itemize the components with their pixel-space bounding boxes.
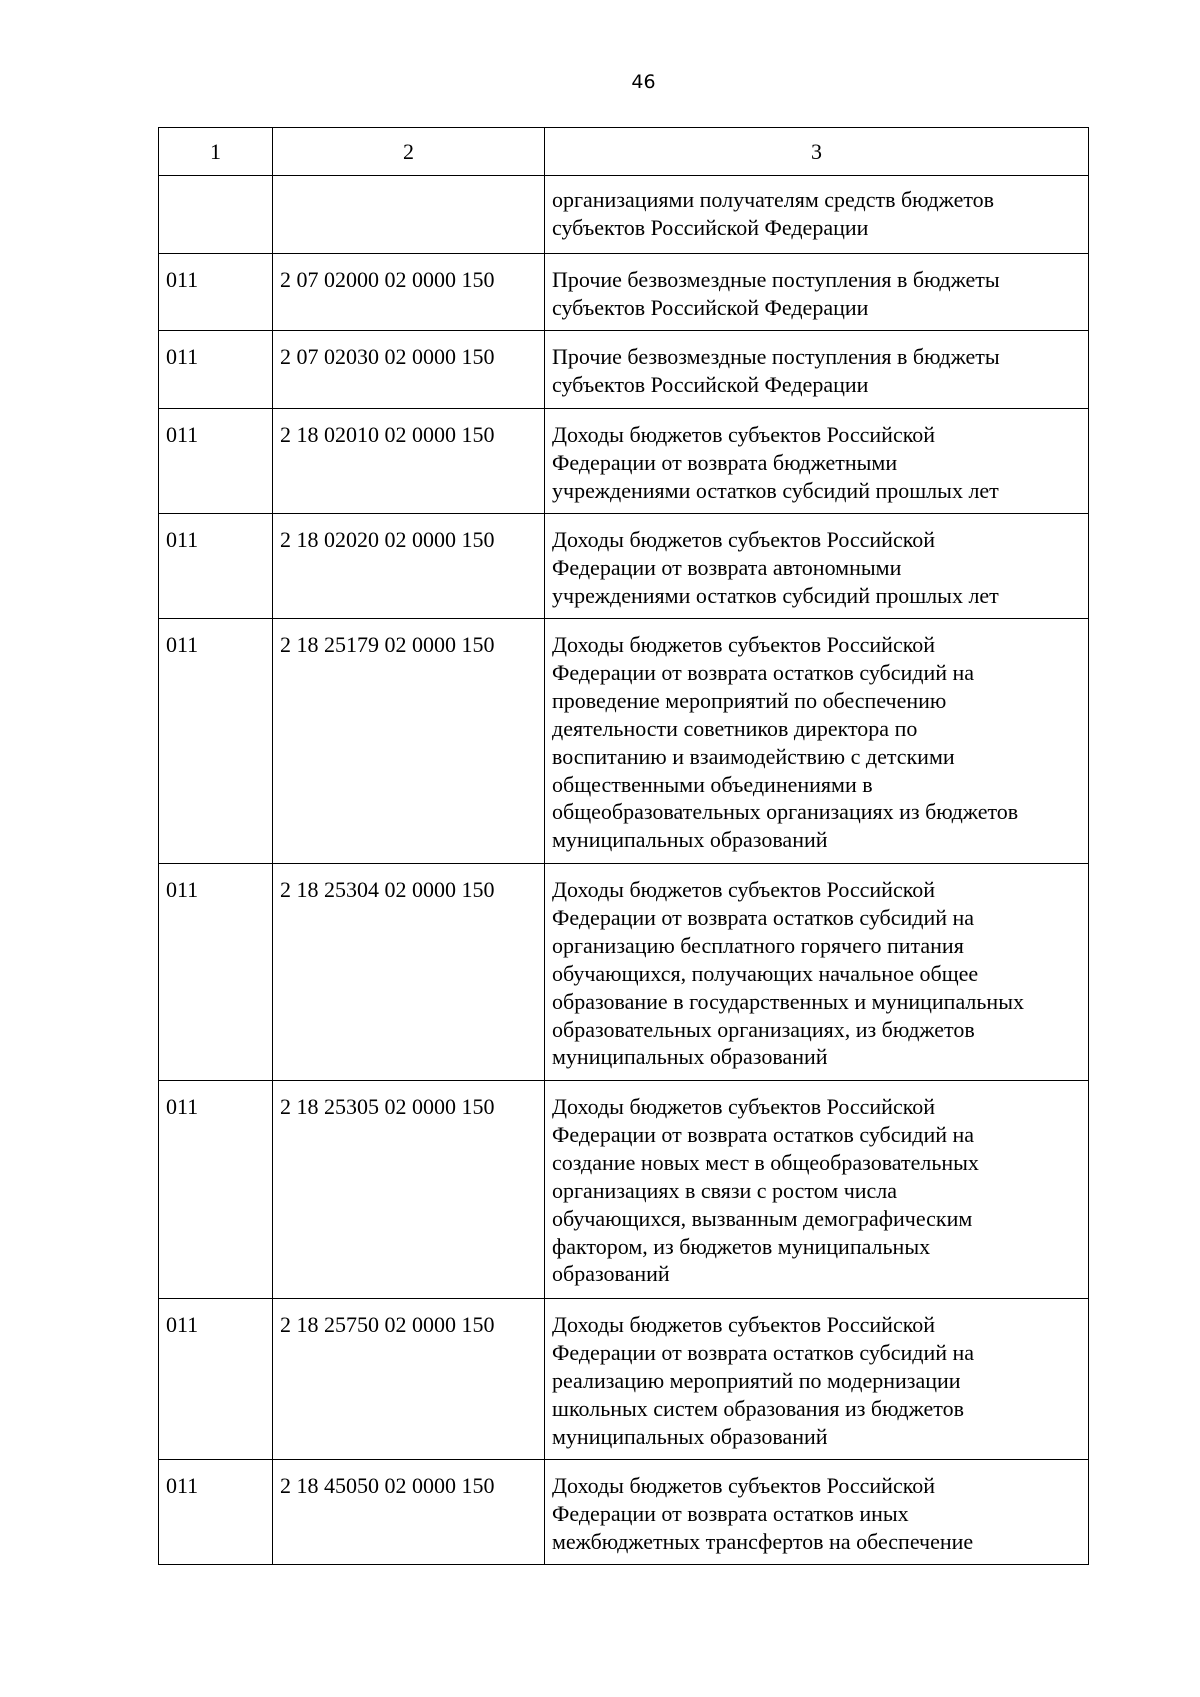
description-line: Доходы бюджетов субъектов Российской [552, 1094, 936, 1119]
description-line: обучающихся, вызванным демографическим [552, 1205, 973, 1231]
description-line: фактором, из бюджетов муниципальных [552, 1233, 931, 1259]
budget-code-cell: 2 18 25179 02 0000 150 [273, 619, 545, 864]
description-line: общеобразовательных организациях из бюджетов [552, 799, 1019, 825]
description-line: деятельности советников директора по [552, 715, 918, 741]
table-row [159, 1460, 1089, 1565]
budget-code-cell [273, 176, 545, 254]
budget-code-cell: 2 07 02030 02 0000 150 [273, 331, 545, 409]
admin-code-cell: 011 [159, 1299, 273, 1460]
description-line: учреждениями остатков субсидий прошлых лет [552, 582, 999, 608]
description-line: Федерации от возврата остатков субсидий на [552, 659, 975, 685]
description-line: образование в государственных и муниципальных [552, 988, 1024, 1014]
description-cell [545, 1299, 1089, 1460]
table-row [159, 1299, 1089, 1460]
header-cell-column-1: 1 [159, 128, 273, 176]
budget-code-cell: 2 07 02000 02 0000 150 [273, 254, 545, 331]
description-line: создание новых мест в общеобразовательных [552, 1149, 979, 1175]
admin-code-cell [159, 176, 273, 254]
description-line: субъектов Российской Федерации [552, 214, 869, 240]
description-line: Федерации от возврата остатков субсидий на [552, 904, 975, 930]
budget-code-cell: 2 18 02020 02 0000 150 [273, 514, 545, 619]
table-row [159, 514, 1089, 619]
description-cell [545, 514, 1089, 619]
description-line: Прочие безвозмездные поступления в бюджеты [552, 344, 1000, 369]
description-cell [545, 176, 1089, 254]
description-line: организациях в связи с ростом числа [552, 1177, 898, 1203]
description-line: Федерации от возврата остатков субсидий на [552, 1339, 975, 1365]
budget-code-cell: 2 18 25305 02 0000 150 [273, 1081, 545, 1299]
description-line: Доходы бюджетов субъектов Российской [552, 877, 936, 902]
description-cell [545, 1081, 1089, 1299]
page-number: 46 [631, 71, 656, 93]
budget-codes-table [158, 127, 1089, 1565]
description-cell [545, 619, 1089, 864]
description-cell [545, 409, 1089, 514]
description-line: обучающихся, получающих начальное общее [552, 960, 979, 986]
description-line: муниципальных образований [552, 1423, 828, 1449]
admin-code-cell: 011 [159, 864, 273, 1081]
description-cell [545, 331, 1089, 409]
table-row [159, 331, 1089, 409]
admin-code-cell: 011 [159, 409, 273, 514]
description-line: муниципальных образований [552, 827, 828, 853]
description-line: организацию бесплатного горячего питания [552, 932, 964, 958]
table-row [159, 864, 1089, 1081]
admin-code-cell: 011 [159, 1460, 273, 1565]
description-line: реализацию мероприятий по модернизации [552, 1367, 961, 1393]
description-line: межбюджетных трансфертов на обеспечение [552, 1528, 974, 1554]
table-row [159, 254, 1089, 331]
description-line: Доходы бюджетов субъектов Российской [552, 527, 936, 552]
description-line: муниципальных образований [552, 1044, 828, 1070]
description-line: Прочие безвозмездные поступления в бюджеты [552, 267, 1000, 292]
table-row [159, 1081, 1089, 1299]
budget-code-cell: 2 18 02010 02 0000 150 [273, 409, 545, 514]
budget-code-cell: 2 18 25304 02 0000 150 [273, 864, 545, 1081]
description-line: Федерации от возврата остатков субсидий на [552, 1121, 975, 1147]
table-row [159, 409, 1089, 514]
description-line: субъектов Российской Федерации [552, 371, 869, 397]
description-line: проведение мероприятий по обеспечению [552, 687, 947, 713]
table-header-row [159, 128, 1089, 176]
budget-code-cell: 2 18 25750 02 0000 150 [273, 1299, 545, 1460]
description-line: Доходы бюджетов субъектов Российской [552, 632, 936, 657]
admin-code-cell: 011 [159, 514, 273, 619]
description-cell [545, 864, 1089, 1081]
description-line: Доходы бюджетов субъектов Российской [552, 1312, 936, 1337]
description-line: воспитанию и взаимодействию с детскими [552, 743, 955, 769]
admin-code-cell: 011 [159, 331, 273, 409]
description-line: образований [552, 1261, 670, 1287]
description-line: учреждениями остатков субсидий прошлых лет [552, 477, 999, 503]
description-line: субъектов Российской Федерации [552, 294, 869, 320]
description-line: Доходы бюджетов субъектов Российской [552, 1473, 936, 1498]
admin-code-cell: 011 [159, 254, 273, 331]
description-line: организациями получателям средств бюджетов [552, 187, 995, 212]
description-line: Федерации от возврата автономными [552, 554, 902, 580]
admin-code-cell: 011 [159, 1081, 273, 1299]
table-row [159, 619, 1089, 864]
budget-code-cell: 2 18 45050 02 0000 150 [273, 1460, 545, 1565]
admin-code-cell: 011 [159, 619, 273, 864]
table-row [159, 176, 1089, 254]
description-line: Федерации от возврата бюджетными [552, 449, 898, 475]
description-cell [545, 254, 1089, 331]
description-line: общественными объединениями в [552, 771, 873, 797]
description-line: школьных систем образования из бюджетов [552, 1395, 964, 1421]
description-line: Доходы бюджетов субъектов Российской [552, 422, 936, 447]
header-cell-column-2: 2 [273, 128, 545, 176]
description-line: образовательных организациях, из бюджетов [552, 1016, 975, 1042]
header-cell-column-3: 3 [545, 128, 1089, 176]
description-cell [545, 1460, 1089, 1565]
description-line: Федерации от возврата остатков иных [552, 1500, 909, 1526]
